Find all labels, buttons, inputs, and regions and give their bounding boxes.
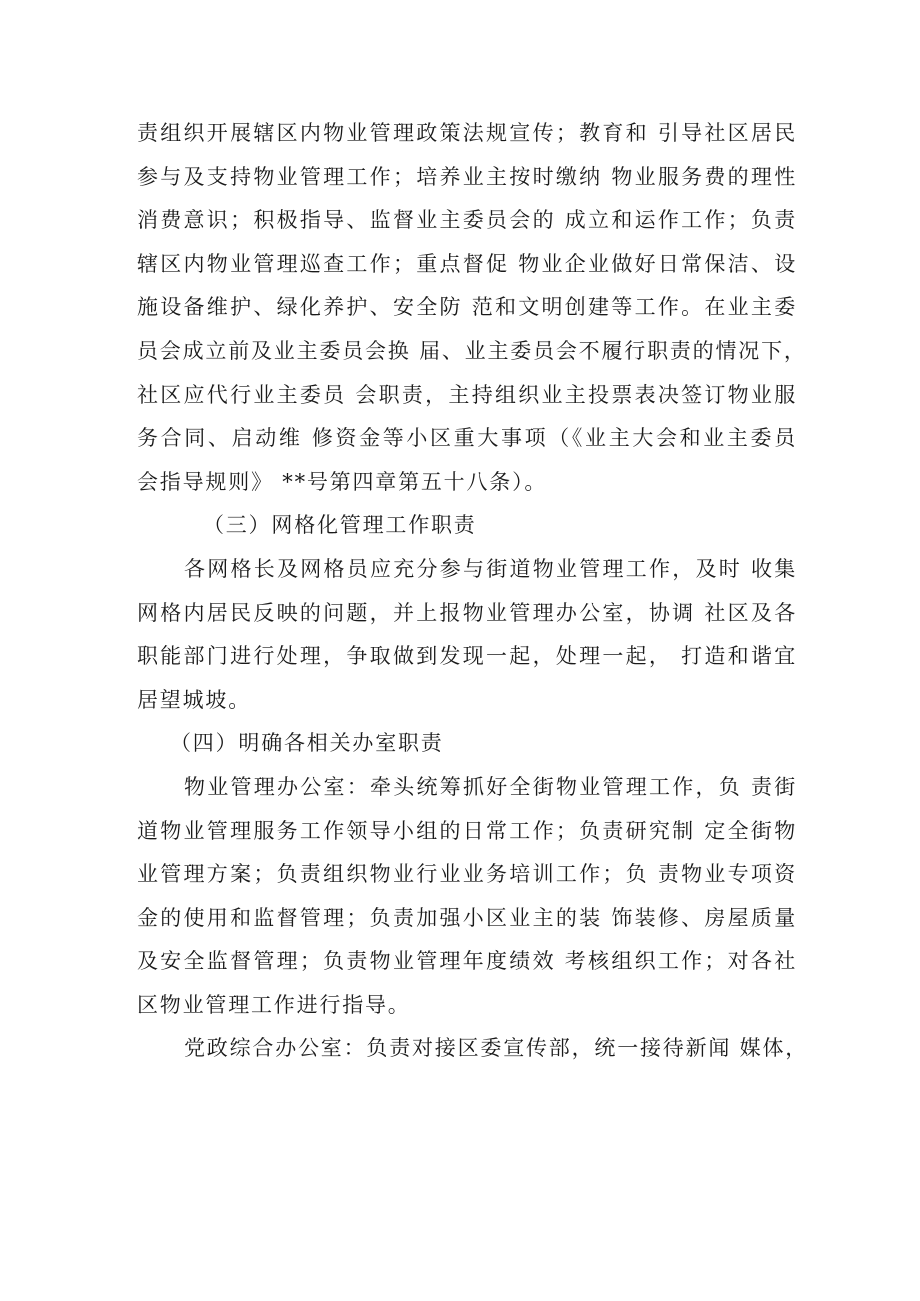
paragraph-community-duties [137, 112, 807, 504]
text-line: 会指导规则》 **号第四章第五十八条）。 [137, 469, 548, 494]
paragraph-grid-management [137, 548, 797, 722]
text-line: 员会成立前及业主委员会换 届、业主委员会不履行职责的情况下， [137, 338, 807, 363]
text-line: 务合同、启动维 修资金等小区重大事项（《业主大会和业主委员 [137, 426, 797, 451]
paragraph-property-office [137, 766, 797, 1028]
text-line: 党政综合办公室：负责对接区委宣传部，统一接待新闻 媒体， [184, 1036, 809, 1061]
section-heading-office-duties: （四）明确各相关办室职责 [170, 731, 444, 756]
text-line: 道物业管理服务工作领导小组的日常工作；负责研究制 定全街物 [137, 818, 797, 843]
text-line: 职能部门进行处理，争取做到发现一起，处理一起， 打造和谐宜 [137, 644, 797, 669]
text-line: 网格内居民反映的问题，并上报物业管理办公室，协调 社区及各 [137, 600, 797, 625]
text-line: 各网格长及网格员应充分参与街道物业管理工作，及时 收集 [184, 556, 797, 581]
document-body [137, 112, 809, 1071]
text-line: 辖区内物业管理巡查工作；重点督促 物业企业做好日常保洁、设 [137, 251, 797, 276]
text-line: 参与及支持物业管理工作；培养业主按时缴纳 物业服务费的理性 [137, 164, 797, 189]
text-line: 社区应代行业主委员 会职责，主持组织业主投票表决签订物业服 [137, 382, 797, 407]
text-line: 消费意识；积极指导、监督业主委员会的 成立和运作工作；负责 [137, 208, 797, 233]
text-line: 业管理方案；负责组织物业行业业务培训工作；负 责物业专项资 [137, 862, 797, 887]
paragraph-party-office [137, 1027, 809, 1071]
text-line: 及安全监督管理；负责物业管理年度绩效 考核组织工作；对各社 [137, 949, 797, 974]
text-line: 物业管理办公室：牵头统筹抓好全街物业管理工作，负 责街 [184, 774, 797, 799]
text-line: 居望城坡。 [137, 687, 251, 712]
text-line: 施设备维护、绿化养护、安全防 范和文明创建等工作。在业主委 [137, 295, 797, 320]
text-line: 金的使用和监督管理；负责加强小区业主的装 饰装修、房屋质量 [137, 905, 797, 930]
section-heading-grid-management: （三）网格化管理工作职责 [203, 513, 477, 538]
text-line: 责组织开展辖区内物业管理政策法规宣传；教育和 引导社区居民 [137, 121, 797, 145]
text-line: 区物业管理工作进行指导。 [137, 992, 411, 1017]
